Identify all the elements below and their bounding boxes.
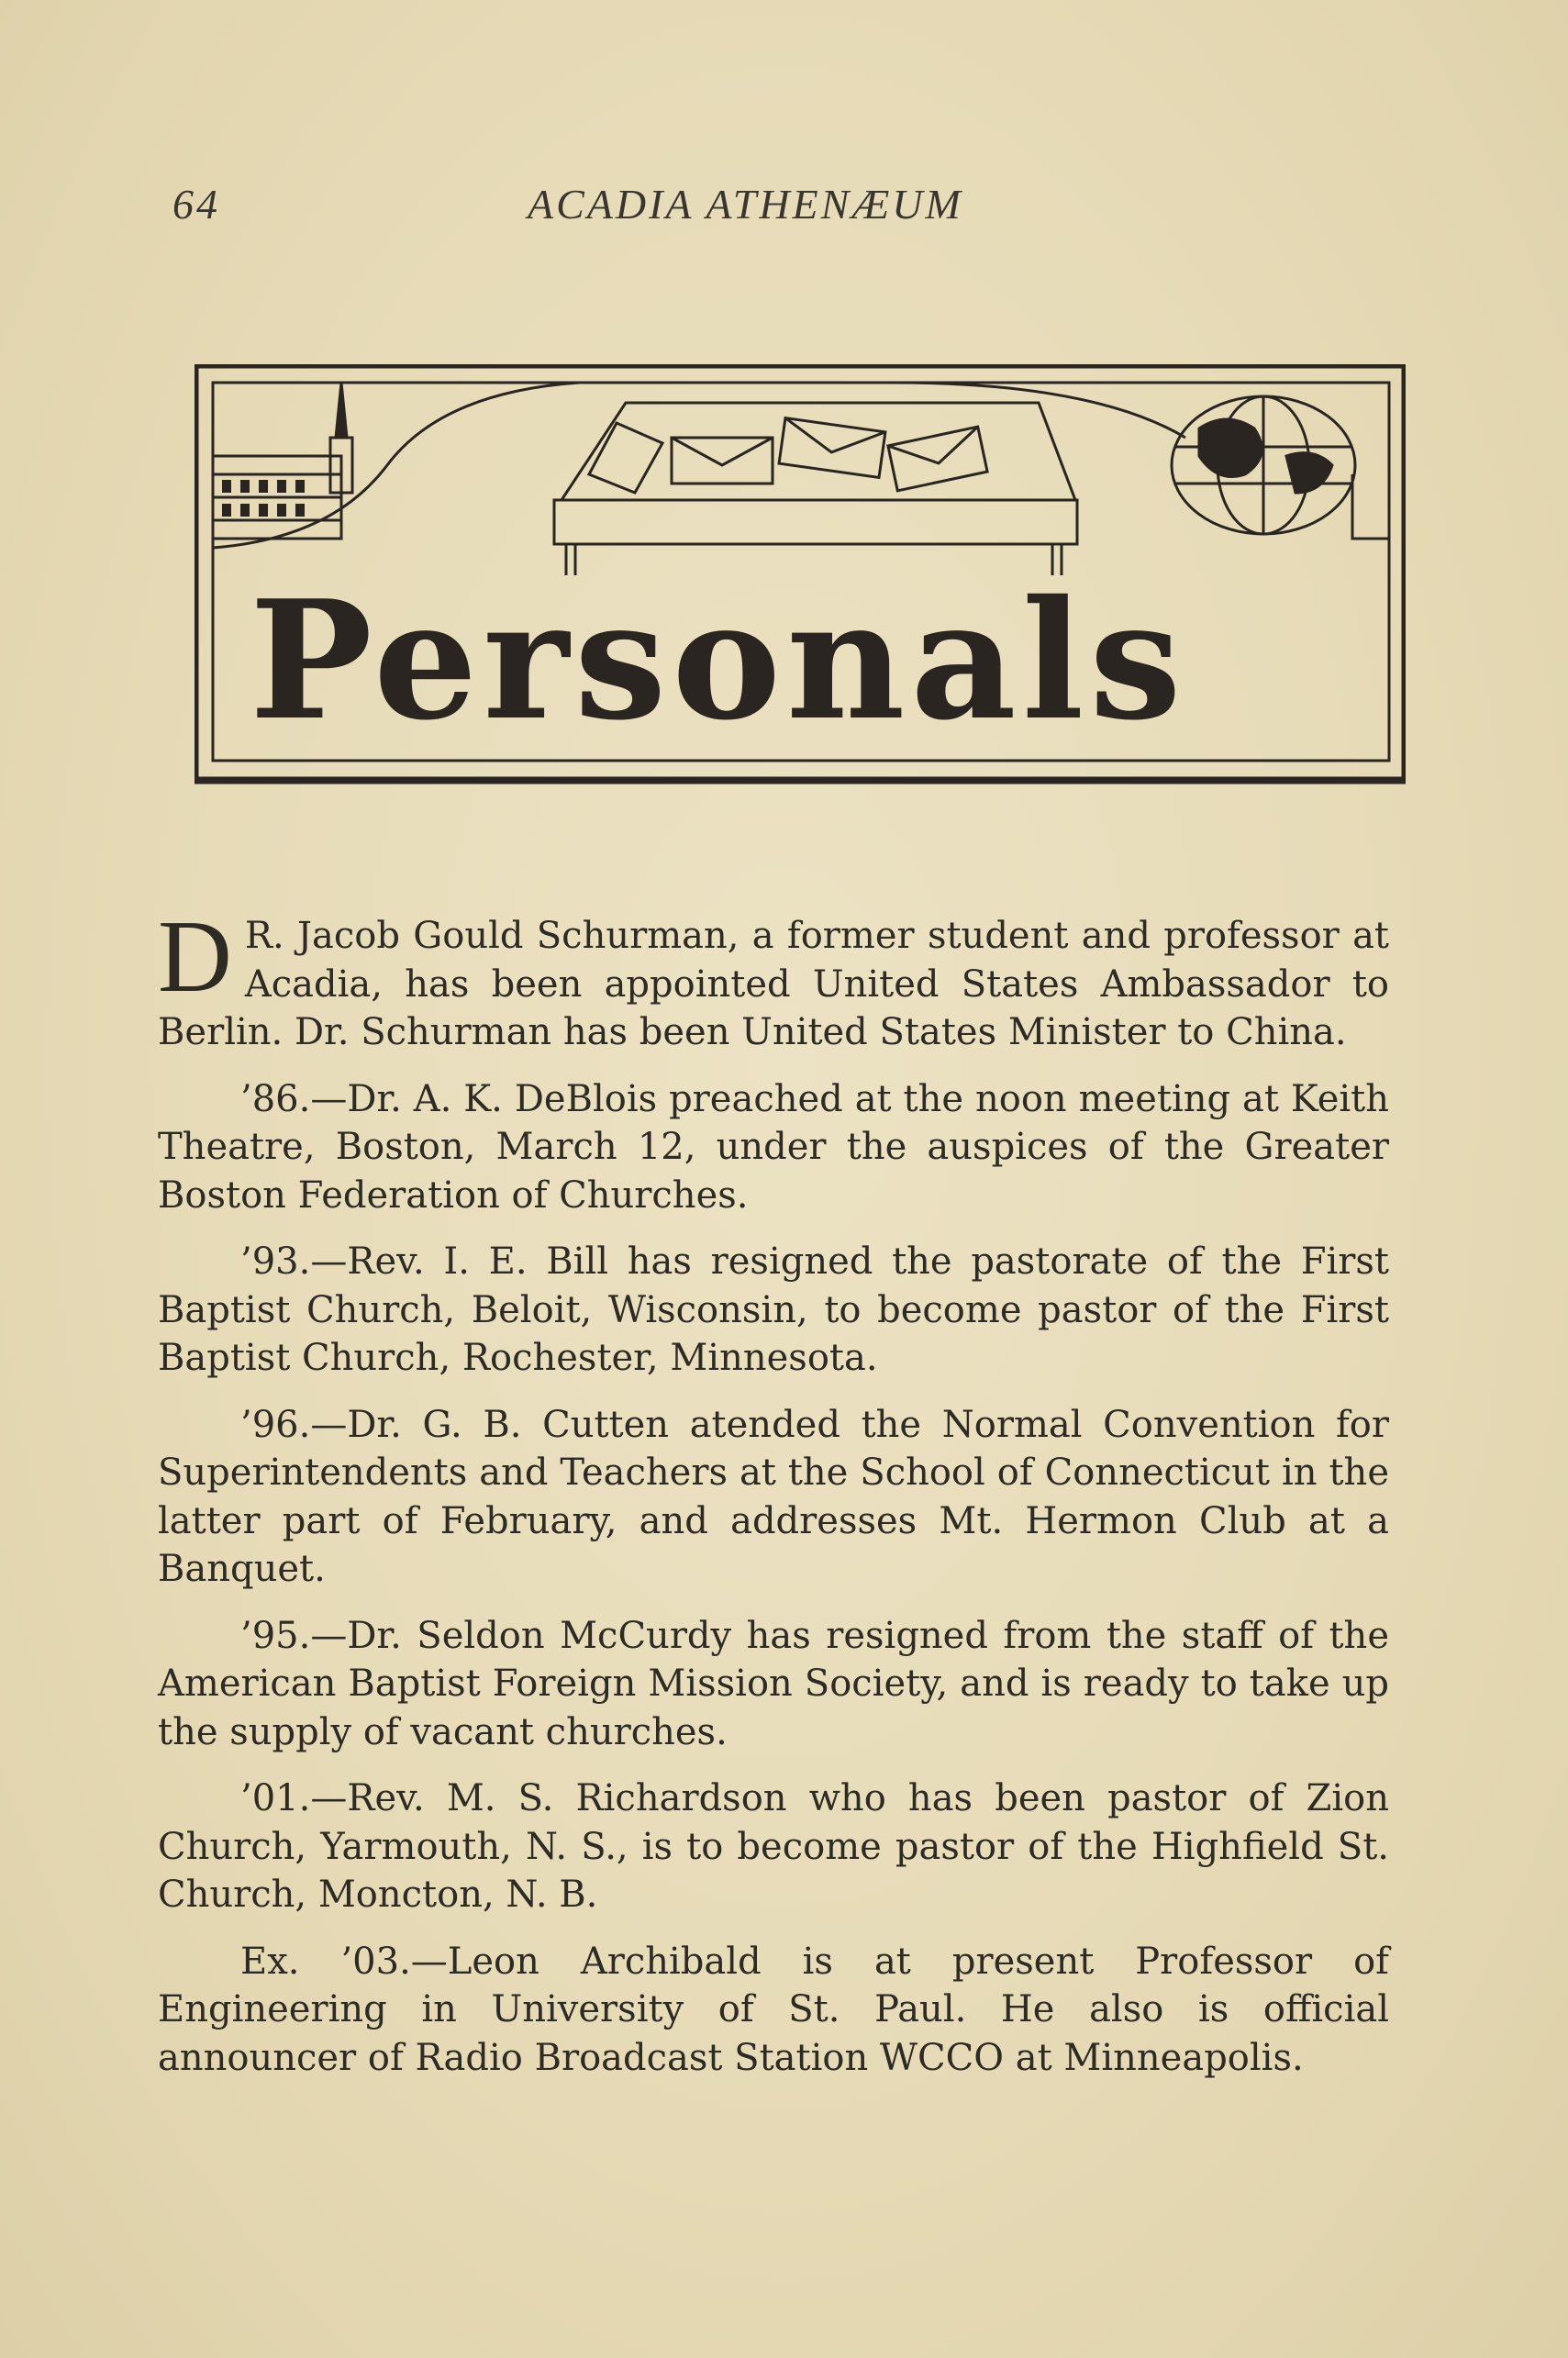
letters-on-table-icon [554,403,1077,575]
article-paragraph: ’86.—Dr. A. K. DeBlois preached at the noon meeting at Keith Theatre, Boston, March 12, under the auspices of the Greater Boston Federation of Churches. [158,1077,1389,1217]
drop-cap: D [158,900,232,1014]
banner-title: Personals [250,564,1187,756]
page-header [0,180,1568,235]
article-paragraph: ’01.—Rev. M. S. Richardson who has been pastor of Zion Church, Yarmouth, N. S., is to become pastor of the Highfield St. Church, Moncton, N. B. [158,1777,1389,1916]
page-number: 64 [172,181,220,228]
personals-banner [195,364,1406,786]
running-title: ACADIA ATHENÆUM [528,181,963,228]
article-paragraph: ’96.—Dr. G. B. Cutten atended the Normal Convention for Superintendents and Teachers at the School of Connecticut in the latter part of February, and addresses Mt. Hermon Club at a Banquet. [158,1403,1389,1590]
paragraph-text: R. Jacob Gould Schurman, a former student and professor at Acadia, has been appointed United States Ambassador to Berlin. Dr. Schurman has been United States Minister to China. [158,915,1389,1053]
article-paragraph: Ex. ’03.—Leon Archibald is at present Professor of Engineering in University of St. Paul. He also is official announcer of Radio Broadcast Station WCCO at Minneapolis. [158,1940,1389,2079]
article-paragraph [158,900,1389,1057]
article-paragraph: ’95.—Dr. Seldon McCurdy has resigned from the staff of the American Baptist Foreign Mission Society, and is ready to take up the supply of vacant churches. [158,1614,1389,1753]
personals-article [158,900,1389,2100]
globe-icon [1172,396,1389,539]
article-paragraph: ’93.—Rev. I. E. Bill has resigned the pastorate of the First Baptist Church, Beloit, Wisconsin, to become pastor of the First Baptist Church, Rochester, Minnesota. [158,1240,1389,1379]
church-building-icon [213,383,580,548]
